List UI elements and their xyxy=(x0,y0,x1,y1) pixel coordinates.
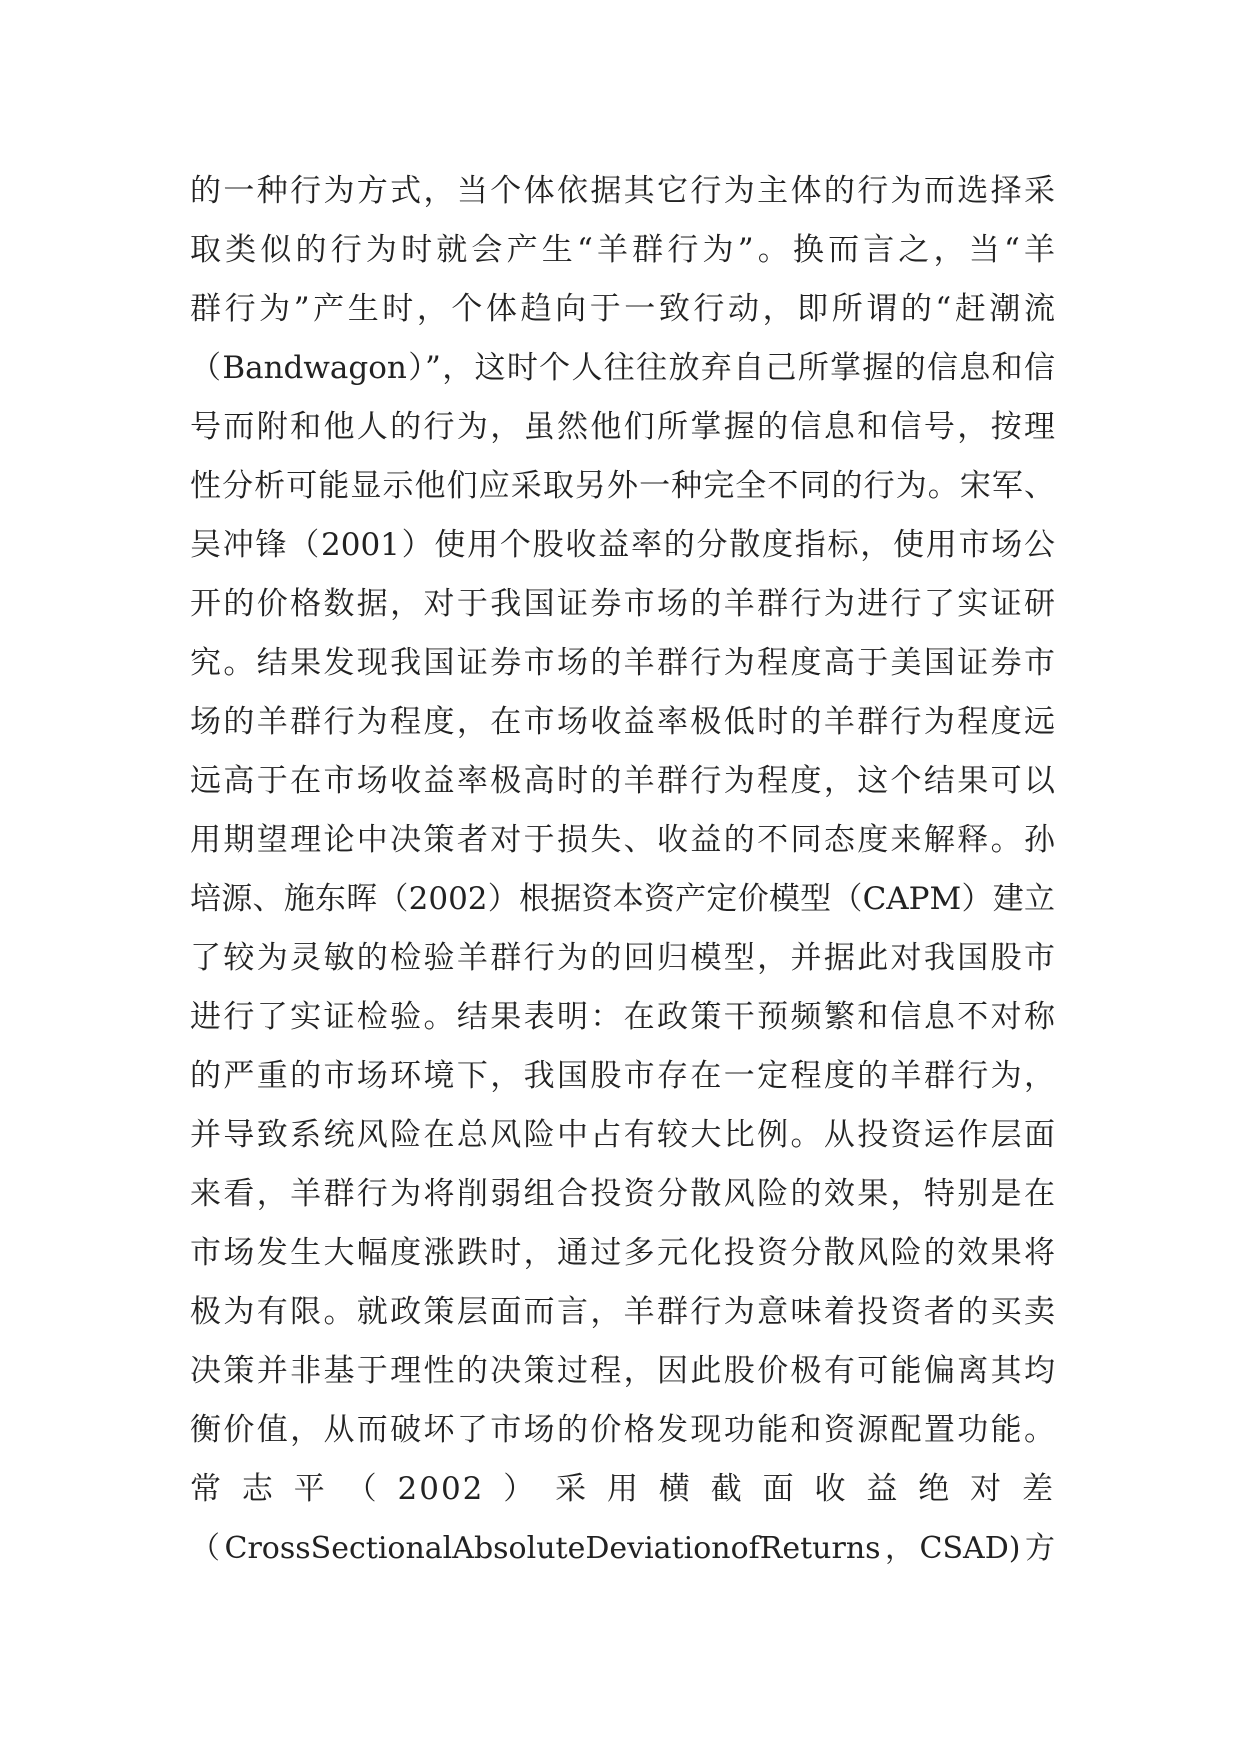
text-line: 常志平（2002）采用横截面收益绝对差 xyxy=(190,1471,1055,1507)
text-line: （Bandwagon）”，这时个人往往放弃自己所掌握的信息和信 xyxy=(190,350,1055,386)
text-line: 用期望理论中决策者对于损失、收益的不同态度来解释。孙 xyxy=(190,822,1055,858)
text-line: 市场发生大幅度涨跌时，通过多元化投资分散风险的效果将 xyxy=(190,1235,1055,1271)
text-line: 极为有限。就政策层面而言，羊群行为意味着投资者的买卖 xyxy=(190,1294,1055,1330)
text-line: 了较为灵敏的检验羊群行为的回归模型，并据此对我国股市 xyxy=(190,940,1055,976)
text-line: 号而附和他人的行为，虽然他们所掌握的信息和信号，按理 xyxy=(190,409,1055,445)
text-line: 决策并非基于理性的决策过程，因此股价极有可能偏离其均 xyxy=(190,1353,1055,1389)
text-line: 来看，羊群行为将削弱组合投资分散风险的效果，特别是在 xyxy=(190,1176,1055,1212)
text-line: 性分析可能显示他们应采取另外一种完全不同的行为。宋军、 xyxy=(190,468,1055,504)
text-line: 远高于在市场收益率极高时的羊群行为程度，这个结果可以 xyxy=(190,763,1055,799)
text-line: 究。结果发现我国证券市场的羊群行为程度高于美国证券市 xyxy=(190,645,1055,681)
text-line: 进行了实证检验。结果表明：在政策干预频繁和信息不对称 xyxy=(190,999,1055,1035)
text-line: 的严重的市场环境下，我国股市存在一定程度的羊群行为， xyxy=(190,1058,1055,1094)
text-line: （CrossSectionalAbsoluteDeviationofReturns，CSAD)方 xyxy=(190,1531,1055,1566)
text-line: 吴冲锋（2001）使用个股收益率的分散度指标，使用市场公 xyxy=(190,527,1055,563)
body-paragraph xyxy=(190,162,1055,1578)
text-line: 培源、施东晖（2002）根据资本资产定价模型（CAPM）建立 xyxy=(190,881,1055,917)
text-line: 取类似的行为时就会产生“羊群行为”。换而言之，当“羊 xyxy=(190,232,1055,268)
text-line: 并导致系统风险在总风险中占有较大比例。从投资运作层面 xyxy=(190,1117,1055,1153)
text-line: 的一种行为方式，当个体依据其它行为主体的行为而选择采 xyxy=(190,173,1055,209)
text-line: 场的羊群行为程度，在市场收益率极低时的羊群行为程度远 xyxy=(190,704,1055,740)
text-line: 群行为”产生时，个体趋向于一致行动，即所谓的“赶潮流 xyxy=(190,291,1055,327)
text-line: 衡价值，从而破坏了市场的价格发现功能和资源配置功能。 xyxy=(190,1412,1055,1448)
text-line: 开的价格数据，对于我国证券市场的羊群行为进行了实证研 xyxy=(190,586,1055,622)
